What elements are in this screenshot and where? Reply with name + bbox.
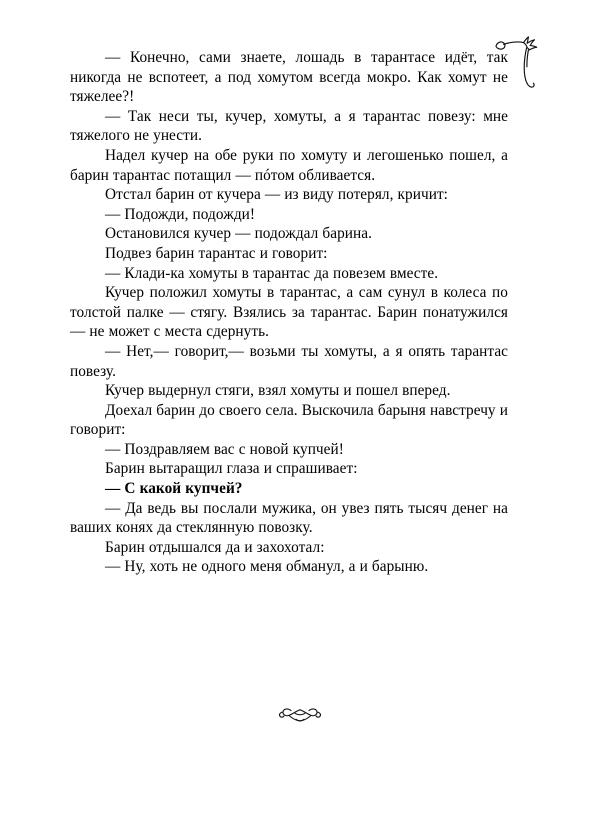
body-text (70, 48, 508, 577)
paragraph: Доехал барин до своего села. Выскочила барыня навстречу и говорит: (70, 401, 508, 439)
paragraph: — Поздравляем вас с новой купчей! (105, 440, 344, 458)
paragraph: — С какой купчей? (105, 480, 243, 498)
paragraph: Барин отдышался да и захохотал: (105, 538, 325, 556)
paragraph: — Так неси ты, кучер, хомуты, а я тарантас повезу: мне тяжелого не унести. (70, 107, 508, 145)
paragraph: — Подожди, подожди! (105, 205, 256, 223)
paragraph: — Конечно, сами знаете, лошадь в тарантасе идёт, так никогда не вспотеет, а под хомутом всегда мокро. Как хомут не тяжелее?! (70, 49, 508, 106)
paragraph: Кучер выдернул стяги, взял хомуты и пошел вперед. (105, 382, 451, 400)
paragraph: — Ну, хоть не одного меня обманул, а и барыню. (105, 558, 429, 576)
paragraph: Остановился кучер — подождал барина. (105, 225, 372, 243)
paragraph: — Да ведь вы послали мужика, он увез пять тысяч денег на ваших конях да стеклянную повозку. (70, 499, 508, 537)
paragraph: Барин вытаращил глаза и спрашивает: (105, 460, 358, 478)
paragraph: — Нет,— говорит,— возьми ты хомуты, а я опять тарантас повезу. (70, 342, 508, 380)
decorative-knot-icon (0, 698, 600, 732)
paragraph: — Клади-ка хомуты в тарантас да повезем вместе. (105, 264, 439, 282)
paragraph: Надел кучер на обе руки по хомуту и легошенько пошел, а барин тарантас потащил — пóтом обливается. (70, 146, 508, 184)
paragraph: Подвез барин тарантас и говорит: (105, 244, 328, 262)
paragraph: Кучер положил хомуты в тарантас, а сам сунул в колеса по толстой палке — стягу. Взялись за тарантас. Барин понатужился — не может с места сдернуть. (70, 284, 508, 341)
paragraph: Отстал барин от кучера — из виду потерял, кричит: (105, 186, 448, 204)
